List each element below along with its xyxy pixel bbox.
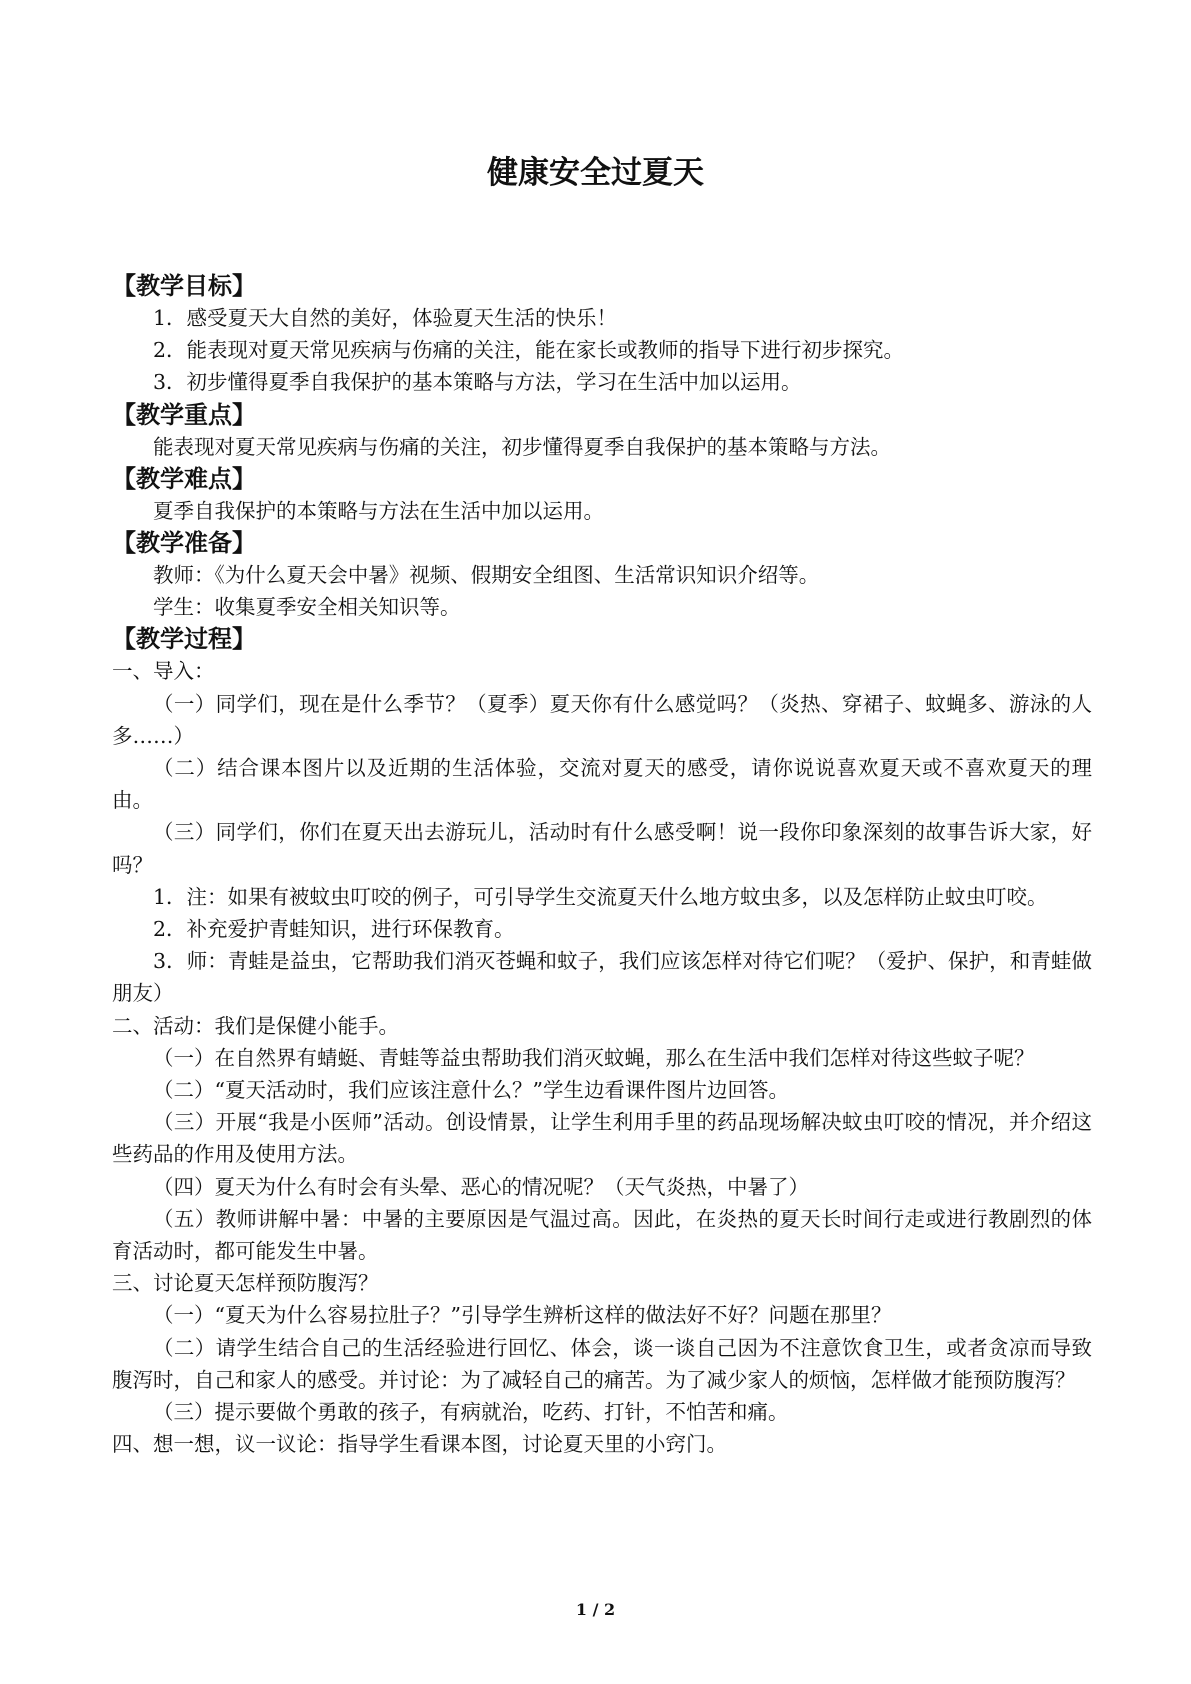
objectives-heading: 【教学目标】	[112, 272, 256, 300]
part3-item-3: （三）提示要做个勇敢的孩子，有病就治，吃药、打针，不怕苦和痛。	[153, 1400, 789, 1425]
part1-item-1: （一）同学们，现在是什么季节？（夏季）夏天你有什么感觉吗？（炎热、穿裙子、蚊蝇多、游泳的人多……）	[112, 691, 1092, 748]
part3-item-1: （一）“夏天为什么容易拉肚子？”引导学生辨析这样的做法好不好？问题在那里？	[153, 1303, 892, 1328]
preparation-heading: 【教学准备】	[112, 529, 256, 558]
part2-item-5: （五）教师讲解中暑：中暑的主要原因是气温过高。因此，在炎热的夏天长时间行走或进行教剧烈的体育活动时，都可能发生中暑。	[112, 1206, 1092, 1264]
key-points-text: 能表现对夏天常见疾病与伤痛的关注，初步懂得夏季自我保护的基本策略与方法。	[153, 434, 891, 459]
part2-item-2: （二）“夏天活动时，我们应该注意什么？”学生边看课件图片边回答。	[153, 1078, 789, 1103]
part1-item-2: （二）结合课本图片以及近期的生活体验，交流对夏天的感受，请你说说喜欢夏天或不喜欢夏天的理由。	[112, 756, 1092, 813]
part1-item-4: 1．注：如果有被蚊虫叮咬的例子，可引导学生交流夏天什么地方蚊虫多，以及怎样防止蚊虫叮咬。	[153, 884, 1048, 909]
part1-item-3: （三）同学们，你们在夏天出去游玩儿，活动时有什么感受啊！说一段你印象深刻的故事告诉大家，好吗？	[112, 820, 1092, 877]
part1-item-6: 3．师：青蛙是益虫，它帮助我们消灭苍蝇和蚊子，我们应该怎样对待它们呢？（爱护、保护，和青蛙做朋友）	[112, 949, 1092, 1006]
process-heading: 【教学过程】	[112, 625, 256, 654]
key-points-heading: 【教学重点】	[112, 400, 256, 429]
part2-item-4: （四）夏天为什么有时会有头晕、恶心的情况呢？（天气炎热，中暑了）	[153, 1174, 809, 1199]
part1-item-5: 2．补充爱护青蛙知识，进行环保教育。	[153, 917, 515, 942]
part4-title: 四、想一想，议一议论：指导学生看课本图，讨论夏天里的小窍门。	[112, 1432, 727, 1457]
difficulties-heading: 【教学难点】	[112, 464, 256, 493]
objective-item-2: 2．能表现对夏天常见疾病与伤痛的关注，能在家长或教师的指导下进行初步探究。	[153, 338, 905, 363]
part2-item-3: （三）开展“我是小医师”活动。创设情景，让学生利用手里的药品现场解决蚊虫叮咬的情况，并介绍这些药品的作用及使用方法。	[112, 1110, 1092, 1167]
part2-title: 二、活动：我们是保健小能手。	[112, 1013, 399, 1038]
part3-title: 三、讨论夏天怎样预防腹泻？	[112, 1271, 379, 1296]
page-number: 1 / 2	[575, 1600, 616, 1619]
difficulties-text: 夏季自我保护的本策略与方法在生活中加以运用。	[153, 498, 604, 523]
part1-title: 一、导入：	[112, 659, 215, 684]
preparation-teacher: 教师：《为什么夏天会中暑》视频、假期安全组图、生活常识知识介绍等。	[153, 563, 820, 588]
objective-item-1: 1．感受夏天大自然的美好，体验夏天生活的快乐！	[153, 306, 618, 330]
objective-item-3: 3．初步懂得夏季自我保护的基本策略与方法，学习在生活中加以运用。	[153, 370, 802, 395]
page-title: 健康安全过夏天	[487, 155, 704, 191]
part2-item-1: （一）在自然界有蜻蜓、青蛙等益虫帮助我们消灭蚊蝇，那么在生活中我们怎样对待这些蚊子呢？	[153, 1045, 1035, 1070]
preparation-student: 学生：收集夏季安全相关知识等。	[153, 595, 461, 620]
part3-item-2: （二）请学生结合自己的生活经验进行回忆、体会，谈一谈自己因为不注意饮食卫生，或者贪凉而导致腹泻时，自己和家人的感受。并讨论：为了减轻自己的痛苦。为了减少家人的烦恼，怎样做才能预防腹泻？	[112, 1335, 1092, 1392]
document-body	[112, 270, 1092, 1461]
